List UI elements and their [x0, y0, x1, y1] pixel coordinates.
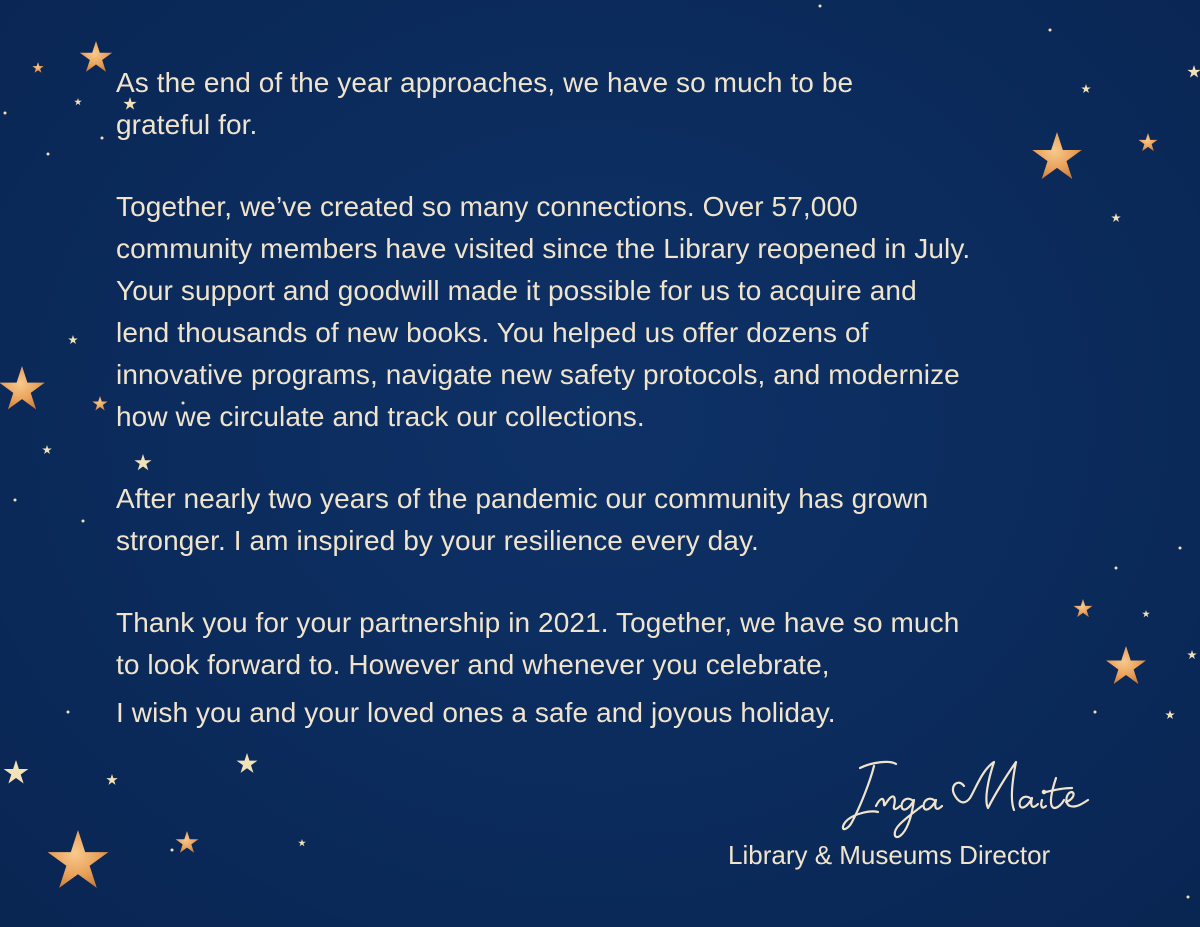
letter-line: Thank you for your partnership in 2021. Together, we have so much — [116, 607, 960, 638]
letter-line: community members have visited since the Library reopened in July. — [116, 233, 971, 264]
star-icon — [106, 774, 117, 785]
paragraph-resilience — [116, 478, 1126, 562]
star-icon — [298, 839, 306, 846]
letter-line: As the end of the year approaches, we have so much to be — [116, 67, 854, 98]
letter-line: innovative programs, navigate new safety protocols, and modernize — [116, 359, 960, 390]
letter-line: After nearly two years of the pandemic our community has grown — [116, 483, 929, 514]
star-icon — [74, 98, 82, 105]
letter-line: lend thousands of new books. You helped us offer dozens of — [116, 317, 869, 348]
star-icon — [0, 366, 45, 409]
handwritten-signature — [830, 752, 1110, 842]
letter-line: Together, we’ve created so many connections. Over 57,000 — [116, 191, 858, 222]
star-icon — [1142, 610, 1150, 617]
star-icon — [1138, 133, 1157, 151]
letter-line: grateful for. — [116, 109, 258, 140]
letter-line: Your support and goodwill made it possible for us to acquire and — [116, 275, 917, 306]
paragraph-thanks — [116, 602, 1126, 734]
star-icon — [4, 760, 29, 784]
paragraph-intro — [116, 62, 1126, 146]
star-icon — [92, 396, 107, 410]
letter-line: stronger. I am inspired by your resilience every day. — [116, 525, 759, 556]
sparkle-dot — [67, 711, 70, 714]
star-icon — [32, 62, 43, 73]
letter-line: to look forward to. However and whenever you celebrate, — [116, 649, 830, 680]
sparkle-dot — [1049, 29, 1052, 32]
sparkle-dot — [14, 499, 17, 502]
star-icon — [68, 335, 78, 344]
star-icon — [237, 753, 258, 773]
star-icon — [1187, 65, 1200, 78]
star-icon — [80, 41, 112, 72]
letter-line: how we circulate and track our collections. — [116, 401, 645, 432]
sparkle-dot — [82, 520, 85, 523]
star-icon — [1187, 650, 1197, 659]
sparkle-dot — [101, 137, 104, 140]
letter-line: I wish you and your loved ones a safe and joyous holiday. — [116, 697, 836, 728]
letter-body — [116, 62, 1126, 734]
sparkle-dot — [1179, 547, 1182, 550]
sparkle-dot — [1187, 896, 1190, 899]
sparkle-dot — [4, 112, 7, 115]
star-icon — [1165, 710, 1175, 719]
signer-title: Library & Museums Director — [728, 840, 1051, 870]
sparkle-dot — [47, 153, 50, 156]
sparkle-dot — [819, 5, 822, 8]
star-icon — [42, 445, 52, 454]
star-icon — [176, 831, 199, 853]
star-icon — [48, 830, 109, 888]
paragraph-connections — [116, 186, 1126, 438]
sparkle-dot — [171, 849, 174, 852]
